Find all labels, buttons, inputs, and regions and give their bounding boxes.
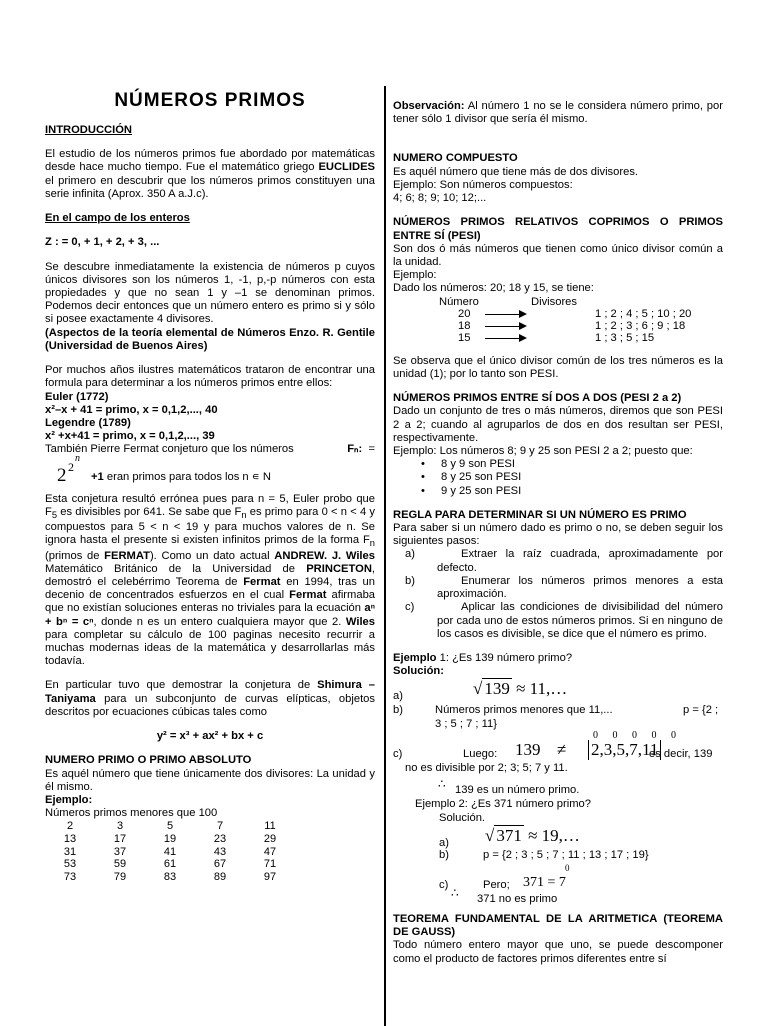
pesi-number: 20 [458,307,471,320]
composite-list: 4; 6; 8; 9; 10; 12;... [393,192,487,205]
fermat-formula: 2 2 n +1 eran primos para todos los n ∊ N [57,452,271,486]
solution-label: Solución: [393,665,444,678]
pesi-text: Son dos ó más números que tienen como único divisor común a la unidad. [393,242,723,268]
table-row [45,846,295,859]
absolute-prime-text: Es aquél número que tiene únicamente dos divisores: La unidad y él mismo. [45,767,375,793]
cubic-equation: y² = x³ + ax² + bx + c [156,730,264,743]
prime-cell: 13 [63,833,77,846]
pesi2-heading: NÚMEROS PRIMOS ENTRE SÍ DOS A DOS (PESI 2 a 2) [393,392,682,405]
paragraph-4: En particular tuvo que demostrar la conjetura de Shimura – Taniyama para un subconjunto de curvas elípticas, objetos descritos por ecuaciones cúbicas tales como [45,679,375,718]
list-item: • 8 y 9 son PESI [441,458,723,471]
prime-cell: 43 [213,845,227,858]
col-number-header: Número [439,295,479,308]
rule-step [393,575,723,601]
rule-text: Para saber si un número dado es primo o no, se deben seguir los siguientes pasos: [393,522,723,548]
arrow-icon [485,314,525,315]
primes-table [45,820,295,883]
step-text: Enumerar los números primos menores a esta aproximación. [437,574,723,601]
table-row [45,820,295,833]
z-line: Z : = 0, + 1, + 2, + 3, ... [45,236,160,249]
composite-heading: NUMERO COMPUESTO [393,152,518,165]
column-divider [384,86,386,1026]
legendre-formula: x² +x+41 = primo, x = 0,1,2,..., 39 [45,430,215,443]
paragraph-3: Esta conjetura resultó errónea pues para n = 5, Euler probo que $F_5$ es divisibles por 641. Se sabe que $F_n$ es primo para 0 < n < 4 y compuestos para 5 < n < 19 y para muchos valores de n. Se ignora hasta el presente si existen infinitos primos de la forma $F_n$ (primos de FERMAT). Como un dato actual ANDREW. J. Wiles Matemático Británico de la Universidad de PRINCETON, demostró el celebérrimo Teorema de Fermat en 1994, tras un decenio de concentrados esfuerzos en el cual Fermat afirmaba que no existían soluciones enteras no triviales para la ecuación aⁿ + bⁿ = cⁿ, donde n es un entero cualquiera mayor que 2. Wiles para completar su cálculo de 100 paginas necesito recurrir a muchas modernas ideas de la matemática y desarrollarlas más todavía. [45,492,376,668]
step-text: Extraer la raíz cuadrada, aproximadamente por defecto. [437,548,723,574]
prime-cell: 59 [113,858,127,871]
ex1-step-c: c) Luego: 139 ≠ 0 0 0 0 0 2,3,5,7,11 es decir, 139 no es divisible por 2; 3; 5; 7 y 11. [393,730,713,775]
pesi2-text: Dado un conjunto de tres o más números, diremos que son PESI 2 a 2; cuando al agruparlos de dos en dos resultan ser PESI, respectivamente. [393,405,723,444]
paragraph-2: Por muchos años ilustres matemáticos trataron de encontrar una formula para determinar a los números primos entre ellos: [45,364,375,390]
prime-cell: 47 [263,845,277,858]
step-key: c) [405,601,415,614]
pesi-table [393,296,723,344]
list-item: • 8 y 25 son PESI [441,471,723,484]
pesi-observation: Se observa que el único divisor común de los tres números es la unidad (1); por lo tanto son PESI. [393,354,723,380]
pesi-divisors: 1 ; 2 ; 4 ; 5 ; 10 ; 20 [595,307,692,320]
ex2-step-b: b) p = {2 ; 3 ; 5 ; 7 ; 11 ; 13 ; 17 ; 19} [439,848,649,861]
ex1-step-b: b) Números primos menores que 11,... p = {2 ; 3 ; 5 ; 7 ; 11} [393,704,719,730]
prime-cell: 11 [264,820,276,833]
reference: (Aspectos de la teoría elemental de Números Enzo. R. Gentile (Universidad de Buenos Aires) [45,326,375,352]
prime-cell: 61 [163,858,177,871]
arrow-icon [485,326,525,327]
pesi-number: 18 [458,319,471,332]
fermat-line: También Pierre Fermat conjeturo que los números Fₙ: = [45,443,375,456]
legendre-label: Legendre (1789) [45,416,131,429]
pesi-divisors: 1 ; 2 ; 3 ; 6 ; 9 ; 18 [595,319,686,332]
rule-heading: REGLA PARA DETERMINAR SI UN NÚMERO ES PRIMO [393,508,687,521]
prime-cell: 19 [163,833,177,846]
pesi-given: Dado los números: 20; 18 y 15, se tiene: [393,282,594,295]
pesi-example-label: Ejemplo: [393,269,437,282]
prime-cell: 71 [263,858,277,871]
field-heading: En el campo de los enteros [45,212,190,225]
arrow-icon [485,338,525,339]
rule-step [393,548,723,574]
left-column [45,88,375,884]
table-row [45,871,295,884]
pesi2-list [393,458,723,498]
right-column [393,88,723,966]
example-label: Ejemplo: [45,794,93,806]
prime-cell: 5 [166,820,174,833]
list-item: • 9 y 25 son PESI [441,485,723,498]
prime-cell: 89 [213,871,227,883]
ex2-step-a: a) √ 371 ≈ 19,… [439,825,580,849]
pesi-number: 15 [458,331,471,344]
prime-cell: 53 [63,858,77,871]
prime-cell: 97 [263,871,277,883]
prime-cell: 41 [163,845,177,858]
table-row [45,858,295,871]
prime-cell: 17 [113,833,127,846]
step-key: b) [405,574,415,587]
prime-cell: 79 [113,871,127,883]
paragraph-1: Se descubre inmediatamente la existencia de números p cuyos únicos divisores son los números 1, -1, p,-p números con esta propiedades y que no sean 1 y –1 se denominan primos. Podemos decir entonces que un número entero es primo si y sólo si posee exactamente 4 divisores. [45,260,375,326]
col-divisors-header: Divisores [531,295,578,308]
pesi2-example: Ejemplo: Los números 8; 9 y 25 son PESI 2 a 2; puesto que: [393,444,693,457]
example2-question: Ejemplo 2: ¿Es 371 número primo? [415,798,591,811]
pesi-heading: NÚMEROS PRIMOS RELATIVOS COPRIMOS O PRIMOS ENTRE SÍ (PESI) [393,216,723,242]
prime-cell: 37 [113,845,127,858]
prime-cell: 83 [163,871,177,883]
observation: Observación: Al número 1 no se le considera número primo, por tener sólo 1 divisor que sería él mismo. [393,100,723,126]
ex2-conclusion: ∴ 371 no es primo [451,885,558,905]
composite-text: Es aquél número que tiene más de dos divisores. [393,165,639,178]
example1-question: Ejemplo 1: ¿Es 139 número primo? [393,652,573,664]
composite-example: Ejemplo: Son números compuestos: [393,178,573,191]
ex1-step-a: a) √ 139 ≈ 11,… [393,679,568,703]
rule-step [393,601,723,641]
prime-cell: 3 [116,820,124,833]
euler-formula: x²–x + 41 = primo, x = 0,1,2,..., 40 [45,403,218,416]
gauss-heading: TEOREMA FUNDAMENTAL DE LA ARITMETICA (TEOREMA DE GAUSS) [393,912,723,939]
gauss-text: Todo número entero mayor que uno, se puede descomponer como el producto de factores primos diferentes entre sí [393,939,723,965]
prime-cell: 29 [263,833,277,846]
absolute-prime-heading: NUMERO PRIMO O PRIMO ABSOLUTO [45,754,252,767]
example-text: Números primos menores que 100 [45,807,218,820]
table-row [45,833,295,846]
euler-label: Euler (1772) [45,390,109,403]
intro-paragraph: El estudio de los números primos fue abordado por matemáticas desde hace mucho tiempo. Fue el matemático griego EUCLIDES el primero en descubrir que los números primos constituyen una serie infinita (Aprox. 350 A a.J.c). [45,148,376,200]
rule-steps [393,548,723,641]
prime-cell: 7 [216,820,224,833]
pesi-divisors: 1 ; 3 ; 5 ; 15 [595,331,655,344]
prime-cell: 23 [213,833,227,846]
prime-cell: 31 [63,845,77,858]
example2-solution-label: Solución. [439,811,486,824]
ex2-step-c: c) Pero; 0 371 = 7 [439,862,570,891]
prime-cell: 67 [213,858,227,871]
page-title: NÚMEROS PRIMOS [114,90,306,111]
intro-heading: INTRODUCCIÓN [45,124,133,136]
prime-cell: 73 [63,871,77,883]
prime-cell: 2 [66,820,74,833]
step-key: a) [405,548,415,561]
ex1-conclusion: ∴ 139 es un número primo. [438,777,580,797]
step-text: Aplicar las condiciones de divisibilidad del número por cada uno de estos números primos. Si en ninguno de los casos es divisible, se dice que el número es primo. [437,601,723,640]
